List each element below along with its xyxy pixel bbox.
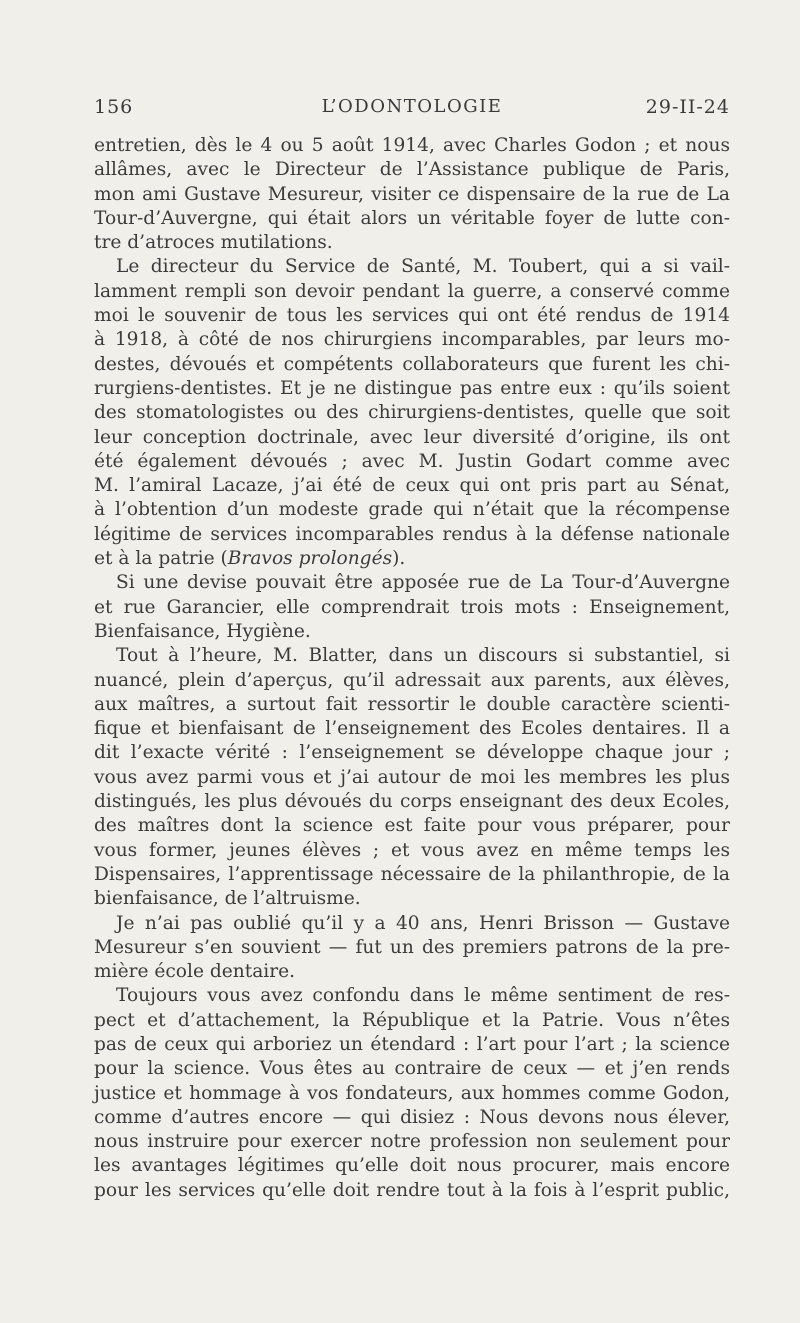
text-line: aux maîtres, a surtout fait ressortir le double caractère scienti-: [94, 693, 730, 715]
page-number: 156: [94, 96, 134, 118]
running-header: [94, 96, 730, 126]
text-line: Le directeur du Service de Santé, M. Toubert, qui a si vail-: [116, 256, 730, 278]
text-line: et à la patrie (Bravos prolongés).: [94, 548, 406, 570]
text-line: bienfaisance, de l’altruisme.: [94, 888, 361, 910]
body-text: [94, 134, 730, 1203]
issue-date: 29-II-24: [645, 96, 730, 118]
text-line: tre d’atroces mutilations.: [94, 232, 333, 254]
text-line: lamment rempli son devoir pendant la guerre, a conservé comme: [94, 280, 730, 302]
text-line: justice et hommage à vos fondateurs, aux hommes comme Godon,: [94, 1082, 730, 1104]
text-line: dit l’exacte vérité : l’enseignement se développe chaque jour ;: [94, 742, 730, 764]
text-line: mon ami Gustave Mesureur, visiter ce dispensaire de la rue de La: [94, 183, 730, 205]
text-line: Bienfaisance, Hygiène.: [94, 620, 311, 642]
text-line: légitime de services incomparables rendus à la défense nationale: [94, 523, 730, 545]
text-line: Tour-d’Auvergne, qui était alors un véritable foyer de lutte con-: [94, 207, 730, 229]
text-line: les avantages légitimes qu’elle doit nous procurer, mais encore: [94, 1155, 730, 1177]
text-line: leur conception doctrinale, avec leur diversité d’origine, ils ont: [94, 426, 730, 448]
text-line: distingués, les plus dévoués du corps enseignant des deux Ecoles,: [94, 791, 730, 813]
text-line: à l’obtention d’un modeste grade qui n’était que la récompense: [94, 499, 730, 521]
text-line: Dispensaires, l’apprentissage nécessaire de la philanthropie, de la: [94, 863, 730, 885]
text-line: Si une devise pouvait être apposée rue de La Tour-d’Auvergne: [116, 572, 730, 594]
text-line: mière école dentaire.: [94, 961, 296, 983]
text-line: pas de ceux qui arboriez un étendard : l’art pour l’art ; la science: [94, 1033, 730, 1055]
text-line: des stomatologistes ou des chirurgiens-dentistes, quelle que soit: [94, 402, 730, 424]
text-line: comme d’autres encore — qui disiez : Nous devons nous élever,: [94, 1106, 730, 1128]
text-line: pect et d’attachement, la République et la Patrie. Vous n’êtes: [94, 1009, 730, 1031]
text-line: et rue Garancier, elle comprendrait trois mots : Enseignement,: [94, 596, 730, 618]
text-line: entretien, dès le 4 ou 5 août 1914, avec Charles Godon ; et nous: [94, 135, 730, 156]
text-line: destes, dévoués et compétents collaborateurs que furent les chi-: [94, 353, 730, 375]
text-line: nuancé, plein d’aperçus, qu’il adressait aux parents, aux élèves,: [94, 669, 730, 691]
text-line: à 1918, à côté de nos chirurgiens incomparables, par leurs mo-: [94, 329, 730, 351]
text-line: Mesureur s’en souvient — fut un des premiers patrons de la pre-: [94, 936, 730, 958]
text-line: vous avez parmi vous et j’ai autour de moi les membres les plus: [94, 766, 730, 788]
text-line: des maîtres dont la science est faite pour vous préparer, pour: [94, 815, 730, 837]
text-line: allâmes, avec le Directeur de l’Assistance publique de Paris,: [94, 159, 730, 181]
text-line: Je n’ai pas oublié qu’il y a 40 ans, Henri Brisson — Gustave: [116, 912, 730, 934]
text-line: pour la science. Vous êtes au contraire de ceux — et j’en rends: [94, 1058, 730, 1080]
text-line: Tout à l’heure, M. Blatter, dans un discours si substantiel, si: [116, 645, 730, 667]
journal-title: L’ODONTOLOGIE: [321, 96, 503, 117]
applause-note: Bravos prolongés: [227, 548, 393, 570]
text-line: fique et bienfaisant de l’enseignement des Ecoles dentaires. Il a: [94, 718, 730, 740]
text-line: nous instruire pour exercer notre profession non seulement pour: [94, 1131, 730, 1153]
text-line: pour les services qu’elle doit rendre tout à la fois à l’esprit public,: [94, 1179, 730, 1201]
text-line: rurgiens-dentistes. Et je ne distingue pas entre eux : qu’ils soient: [94, 377, 730, 399]
text-line: Toujours vous avez confondu dans le même sentiment de res-: [116, 985, 730, 1007]
text-line: moi le souvenir de tous les services qui ont été rendus de 1914: [94, 305, 730, 327]
text-line: été également dévoués ; avec M. Justin Godart comme avec: [94, 450, 730, 472]
text-line: M. l’amiral Lacaze, j’ai été de ceux qui ont pris part au Sénat,: [94, 475, 730, 497]
text-line: vous former, jeunes élèves ; et vous avez en même temps les: [94, 839, 730, 861]
